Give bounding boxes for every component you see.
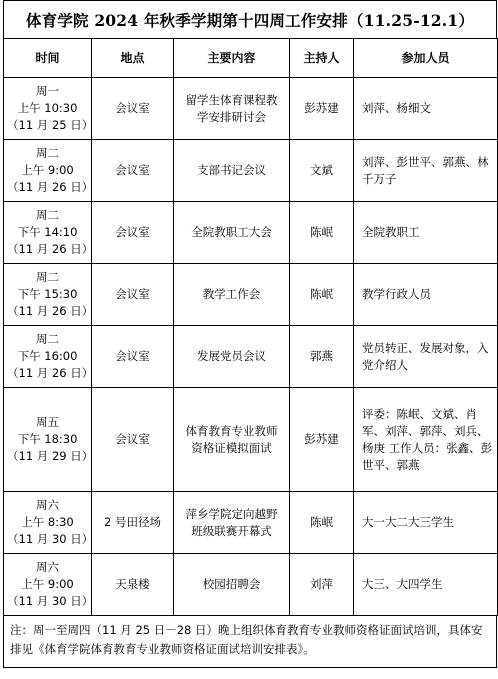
content-cell: 全院教职工大会: [174, 202, 290, 264]
people-cell: 评委：陈岷、文斌、肖军、刘萍、郭萍、刘兵、杨庚 工作人员：张鑫、彭世平、郭燕: [354, 388, 498, 492]
place-cell: 天泉楼: [92, 554, 174, 616]
host-cell: 彭苏建: [290, 78, 354, 140]
place-cell: 会议室: [92, 326, 174, 388]
place-cell: 会议室: [92, 202, 174, 264]
content-cell: 支部书记会议: [174, 140, 290, 202]
people-cell: 全院教职工: [354, 202, 498, 264]
place-cell: 会议室: [92, 140, 174, 202]
place-cell: 2 号田径场: [92, 492, 174, 554]
people-cell: 党员转正、发展对象，入党介绍人: [354, 326, 498, 388]
host-cell: 刘萍: [290, 554, 354, 616]
host-cell: 郭燕: [290, 326, 354, 388]
place-cell: 会议室: [92, 78, 174, 140]
time-cell: 周二 下午 14:10 （11 月 26 日）: [4, 202, 92, 264]
host-cell: 陈岷: [290, 202, 354, 264]
host-cell: 陈岷: [290, 492, 354, 554]
place-cell: 会议室: [92, 264, 174, 326]
host-cell: 陈岷: [290, 264, 354, 326]
table-row: [4, 326, 498, 388]
people-cell: 刘萍、彭世平、郭燕、林千万子: [354, 140, 498, 202]
time-cell: 周六 上午 9:00 （11 月 30 日）: [4, 554, 92, 616]
table-row: [4, 554, 498, 616]
table-row: [4, 78, 498, 140]
header-content: 主要内容: [174, 39, 290, 78]
time-cell: 周二 上午 9:00 （11 月 26 日）: [4, 140, 92, 202]
host-cell: 彭苏建: [290, 388, 354, 492]
header-people: 参加人员: [354, 39, 498, 78]
content-cell: 教学工作会: [174, 264, 290, 326]
time-cell: 周六 上午 8:30 （11 月 30 日）: [4, 492, 92, 554]
table-row: [4, 388, 498, 492]
host-cell: 文斌: [290, 140, 354, 202]
people-cell: 大三、大四学生: [354, 554, 498, 616]
content-cell: 留学生体育课程教学安排研讨会: [174, 78, 290, 140]
table-row: [4, 492, 498, 554]
content-cell: 萍乡学院定向越野班级联赛开幕式: [174, 492, 290, 554]
content-cell: 校园招聘会: [174, 554, 290, 616]
time-cell: 周二 下午 16:00 （11 月 26 日）: [4, 326, 92, 388]
people-cell: 教学行政人员: [354, 264, 498, 326]
time-cell: 周一 上午 10:30 （11 月 25 日）: [4, 78, 92, 140]
people-cell: 大一大二大三学生: [354, 492, 498, 554]
table-row: [4, 202, 498, 264]
time-cell: 周二 下午 15:30 （11 月 26 日）: [4, 264, 92, 326]
footnote: 注：周一至周四（11 月 25 日－28 日）晚上组织体育教育专业教师资格证面试培训，具体安排见《体育学院体育教育专业教师资格证面试培训安排表》。: [3, 616, 497, 668]
header-place: 地点: [92, 39, 174, 78]
table-row: [4, 264, 498, 326]
place-cell: 会议室: [92, 388, 174, 492]
schedule-table: [3, 38, 498, 616]
content-cell: 发展党员会议: [174, 326, 290, 388]
document-title: 体育学院 2024 年秋季学期第十四周工作安排（11.25-12.1）: [3, 0, 497, 38]
header-row: [4, 39, 498, 78]
header-host: 主持人: [290, 39, 354, 78]
table-row: [4, 140, 498, 202]
people-cell: 刘萍、杨细文: [354, 78, 498, 140]
header-time: 时间: [4, 39, 92, 78]
content-cell: 体育教育专业教师资格证模拟面试: [174, 388, 290, 492]
time-cell: 周五 下午 18:30 （11 月 29 日）: [4, 388, 92, 492]
